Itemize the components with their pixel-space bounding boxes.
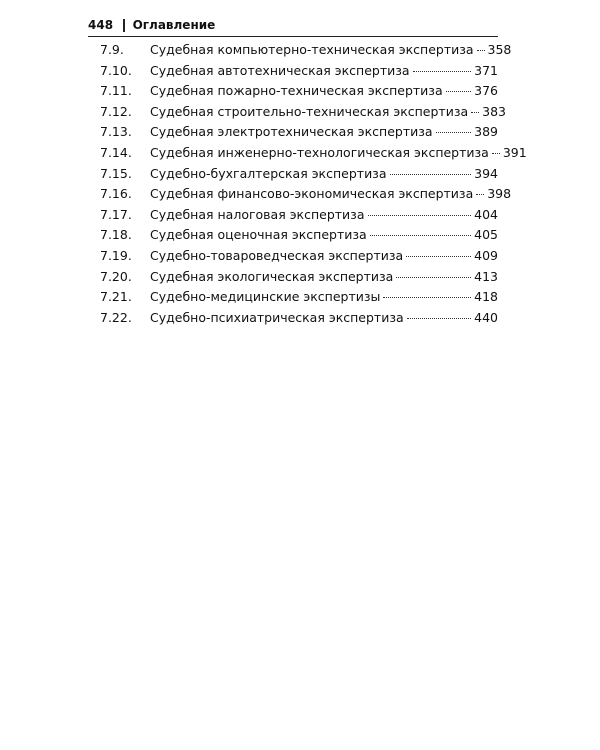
- toc-entry-number: 7.18.: [100, 227, 132, 243]
- dot-leader: [407, 318, 472, 319]
- toc-entry-number: 7.11.: [100, 83, 132, 99]
- toc-entry-number: 7.16.: [100, 186, 132, 202]
- toc-entry-page: 404: [474, 206, 498, 222]
- toc-entry-title: Судебная пожарно-техническая экспертиза: [150, 83, 443, 99]
- toc-entry-number: 7.15.: [100, 165, 132, 181]
- toc-entry: [100, 310, 498, 331]
- header-section-title: Оглавление: [132, 18, 216, 32]
- toc-entry-title: Судебная оценочная экспертиза: [150, 227, 367, 243]
- toc-entry-number: 7.12.: [100, 103, 132, 119]
- toc-entry-title: Судебная финансово-экономическая экспертиза: [150, 186, 474, 202]
- toc-entry-page: 391: [502, 144, 527, 160]
- dot-leader: [406, 256, 471, 257]
- toc-entry-title: Судебная строительно-техническая экспертиза: [150, 103, 469, 119]
- toc-entry: [100, 207, 498, 228]
- toc-entry-title: Судебная компьютерно-техническая экспертиза: [150, 42, 474, 57]
- toc-entry-title: Судебная автотехническая экспертиза: [150, 62, 410, 78]
- toc-entry-page: 398: [487, 186, 512, 202]
- header-separator: [123, 19, 125, 32]
- dot-leader: [471, 112, 479, 113]
- toc-entry-title: Судебно-товароведческая экспертиза: [150, 247, 404, 263]
- toc-entry: [100, 144, 527, 166]
- toc-entry: [100, 83, 498, 104]
- toc-entry-page: 376: [474, 83, 498, 99]
- dot-leader: [446, 91, 472, 92]
- running-header: [88, 18, 498, 37]
- toc-entry: [100, 103, 506, 125]
- dot-leader: [370, 235, 471, 236]
- toc-entry-page: 409: [474, 247, 498, 263]
- toc-entry-title: Судебная инженерно-технологическая экспертиза: [150, 144, 489, 160]
- toc-entry-title: Судебная налоговая экспертиза: [150, 206, 365, 222]
- toc-entry-page: 358: [487, 42, 512, 57]
- toc-entry-title: Судебно-бухгалтерская экспертиза: [150, 165, 387, 181]
- toc-entry: [100, 289, 498, 310]
- toc-entry: [100, 227, 498, 248]
- toc-entry: [100, 124, 498, 145]
- dot-leader: [436, 132, 472, 133]
- toc-entry-page: 413: [474, 268, 498, 284]
- dot-leader: [477, 50, 485, 51]
- toc-entry-number: 7.10.: [100, 62, 132, 78]
- toc-entry-number: 7.14.: [100, 144, 132, 160]
- toc-entry: [100, 166, 498, 187]
- toc-entry: [100, 269, 498, 290]
- toc-entry-number: 7.9.: [100, 42, 124, 57]
- header-page-number: 448: [88, 18, 114, 32]
- toc-entry-title: Судебно-медицинские экспертизы: [150, 289, 381, 305]
- toc-entry-page: 389: [474, 124, 498, 140]
- toc-entry-page: 383: [482, 103, 506, 119]
- dot-leader: [492, 153, 500, 154]
- table-of-contents: [100, 42, 527, 330]
- toc-entry-title: Судебная экологическая экспертиза: [150, 268, 394, 284]
- toc-entry-page: 405: [474, 227, 498, 243]
- toc-entry: [100, 186, 512, 207]
- toc-entry: [100, 63, 498, 84]
- dot-leader: [390, 174, 472, 175]
- toc-entry-number: 7.22.: [100, 309, 132, 325]
- toc-entry-page: 394: [474, 165, 498, 181]
- toc-entry-title: Судебная электротехническая экспертиза: [150, 124, 433, 140]
- toc-entry-page: 440: [474, 309, 498, 325]
- toc-entry-number: 7.21.: [100, 289, 132, 305]
- dot-leader: [413, 71, 472, 72]
- toc-entry-number: 7.19.: [100, 247, 132, 263]
- toc-entry-number: 7.20.: [100, 268, 132, 284]
- dot-leader: [368, 215, 472, 216]
- toc-entry-page: 371: [474, 62, 498, 78]
- dot-leader: [476, 194, 484, 195]
- toc-entry: [100, 42, 512, 63]
- toc-entry-page: 418: [474, 289, 498, 305]
- toc-entry-number: 7.17.: [100, 206, 132, 222]
- dot-leader: [383, 297, 471, 298]
- toc-entry-title: Судебно-психиатрическая экспертиза: [150, 309, 404, 325]
- toc-entry-number: 7.13.: [100, 124, 132, 140]
- dot-leader: [396, 277, 471, 278]
- toc-entry: [100, 248, 498, 269]
